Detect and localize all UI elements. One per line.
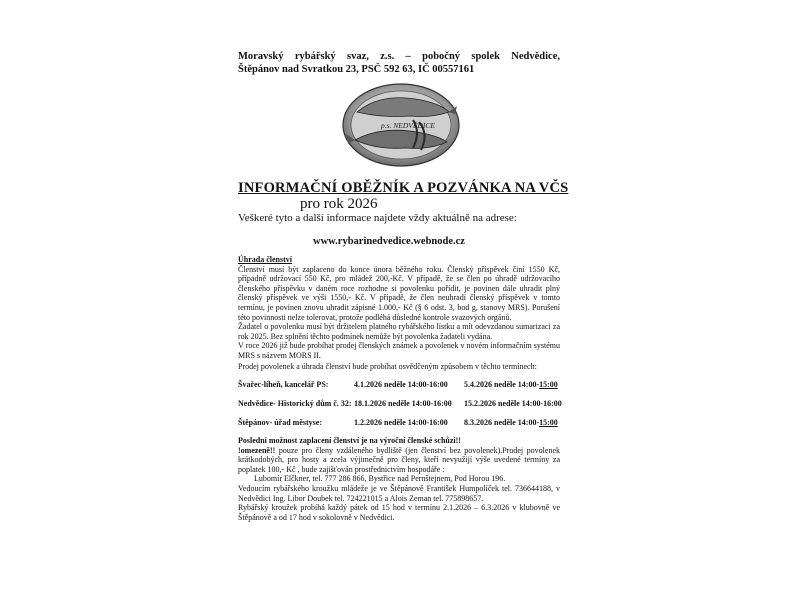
schedule-date: 18.1.2026 neděle 14:00-16:00 bbox=[354, 399, 452, 408]
letterhead-word: svaz, bbox=[347, 51, 369, 62]
paragraph: !omezeně!! pouze pro členy vzdáleného bydliště (jen členství bez povolenek).Prodej povolenek krátkodobých, pro hosty a zcela výjimečně pro členy, kteří nevyužijí výše uvedené termíny za poplatek 100,- Kč , bude zajišťován prostřednictvím hospodáře : bbox=[238, 445, 560, 474]
paragraph: Žadatel o povolenku musí být držitelem platného rybářského lístku a mít odevzdanou sumarizaci za rok 2025. Bez splnění těchto podmínek nemůže být povolenka žadateli vydána. bbox=[238, 322, 560, 341]
schedule-date: 5.4.2026 neděle 14:00-15:00 bbox=[464, 380, 558, 389]
paragraph: Rybářský kroužek probíhá každý pátek od 15 hod v termínu 2.1.2026 – 6.3.2026 v klubovně ve Štěpánově a od 17 hod v sokolovně v Nedvědici. bbox=[238, 503, 560, 522]
logo-label: p.s. NEDVĚDICE bbox=[381, 121, 435, 130]
letterhead-word: Moravský bbox=[238, 51, 284, 62]
document-subtitle: pro rok 2026 bbox=[300, 196, 378, 212]
payment-intro: Prodej povolenek a úhrada členství bude probíhat osvědčeným způsobem v těchto termínech: bbox=[238, 362, 537, 371]
last-chance-section bbox=[238, 436, 560, 522]
schedule-date: 1.2.2026 neděle 14:00-16:00 bbox=[354, 418, 448, 427]
paragraph: V roce 2026 již bude probíhat prodej členských známek a povolenek v novém informačním systému MRS s názvem MORS II. bbox=[238, 341, 560, 360]
schedule-date: 8.3.2026 neděle 14:00-15:00 bbox=[464, 418, 558, 427]
section-heading: Úhrada členství bbox=[238, 255, 292, 264]
schedule-place: Štěpánov- úřad městyse: bbox=[238, 418, 322, 427]
schedule-place: Švařec-líheň, kancelář PS: bbox=[238, 380, 329, 389]
letterhead-word: Nedvědice, bbox=[511, 51, 560, 62]
section-heading: Poslední možnost zaplacení členství je na výroční členské schůzi!! bbox=[238, 436, 461, 445]
schedule-date: 15.2.2026 neděle 14:00-16:00 bbox=[464, 399, 562, 408]
contact-line: Lubomír Elčkner, tel. 777 286 866, Bystřice nad Pernštejnem, Pod Horou 196. bbox=[254, 474, 506, 484]
club-logo bbox=[341, 82, 461, 168]
letterhead-word: rybářský bbox=[294, 51, 336, 62]
letterhead-word: – bbox=[405, 51, 411, 62]
schedule-date: 4.1.2026 neděle 14:00-16:00 bbox=[354, 380, 448, 389]
letterhead-word: pobočný bbox=[422, 51, 461, 62]
letterhead-line-1 bbox=[238, 50, 560, 63]
document-title: INFORMAČNÍ OBĚŽNÍK A POZVÁNKA NA VČS bbox=[238, 180, 569, 196]
membership-section bbox=[238, 255, 560, 361]
paragraph: Vedoucím rybářského kroužku mládeže je ve Štěpánově František Humpolíček tel. 736644188, v Nedvědici Ing. Libor Doubek tel. 724221015 a Alois Zeman tel. 775898657. bbox=[238, 483, 560, 503]
letterhead bbox=[238, 50, 560, 76]
intro-text: Veškeré tyto a další informace najdete vždy aktuálně na adrese: bbox=[238, 212, 517, 224]
website-url[interactable]: www.rybarinedvedice.webnode.cz bbox=[313, 236, 465, 247]
letterhead-word: z.s. bbox=[380, 51, 395, 62]
paragraph: Členství musí být zaplaceno do konce února běžného roku. Členský příspěvek činí 1550 Kč, případně udržovací 550 Kč, pro mládež 200,-Kč. V případě, že se člen po úhradě udržovacího členského příspěvku v daném roce rozhodne si povolenku pořídit, je povinen dále uhradit plný členský příspěvek ve výši 1550,- Kč. V případě, že člen neuhradí členský příspěvek v tomto termínu, je povinen znovu uhradit zápisné 1.000,- Kč (§ 6 odst. 3, bod g, stanovy MRS). Porušení této povinnosti nelze tolerovat, protože podléhá důsledné kontrole svazových orgánů. bbox=[238, 264, 560, 322]
schedule-place: Nedvědice- Historický dům č. 32: bbox=[238, 399, 352, 408]
letterhead-line-2: Štěpánov nad Svratkou 23, PSČ 592 63, IČ 00557161 bbox=[238, 64, 475, 75]
letterhead-word: spolek bbox=[471, 51, 500, 62]
